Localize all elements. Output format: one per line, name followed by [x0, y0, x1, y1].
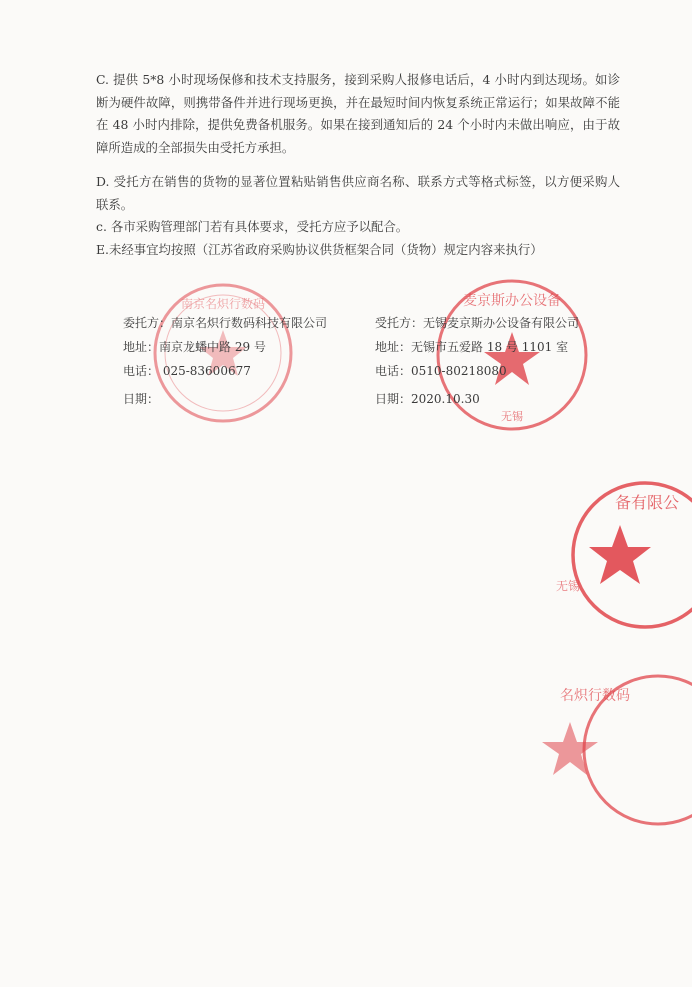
entrusted-party-name: 受托方：无锡麦京斯办公设备有限公司 [375, 316, 580, 330]
clause-c-cooperation: c. 各市采购管理部门若有具体要求，受托方应予以配合。 [96, 219, 409, 234]
svg-text:无锡: 无锡 [556, 579, 581, 593]
svg-text:无锡: 无锡 [501, 410, 523, 423]
svg-text:名炽行数码: 名炽行数码 [560, 688, 630, 704]
entrusting-party-date: 日期： [123, 392, 160, 406]
svg-text:南京名炽行数码: 南京名炽行数码 [180, 297, 266, 311]
entrusted-party-phone: 电话：0510-80218080 [375, 364, 507, 378]
clause-e-execution: E.未经事宜均按照（江苏省政府采购协议供货框架合同（货物）规定内容来执行） [96, 242, 543, 257]
clause-d-labels: D. 受托方在销售的货物的显著位置粘贴销售供应商名称、联系方式等格式标签，以方便采购人联系。 [96, 174, 620, 212]
entrusted-party-address: 地址：无锡市五爱路 18 号 1101 室 [375, 340, 569, 354]
entrusting-party-phone: 电话： 025-83600677 [123, 364, 251, 378]
entrusting-party-name: 委托方：南京名炽行数码科技有限公司 [123, 316, 328, 330]
right-edge-seal-lower [540, 672, 692, 832]
clause-c-service: C. 提供 5*8 小时现场保修和技术支持服务，接到采购人报修电话后，4 小时内到达现场。如诊断为硬件故障，则携带备件并进行现场更换，并在最短时间内恢复系统正常运行；如果故障不能在 48 小时内排除，提供免费备机服务。如果在接到通知后的 24 个小时内未做出响应，由于故障所造成的全部损失由受托方承担。 [96, 72, 620, 155]
svg-text:备有限公: 备有限公 [615, 493, 680, 512]
svg-text:麦京斯办公设备: 麦京斯办公设备 [463, 293, 561, 309]
entrusted-party-date: 日期：2020.10.30 [375, 392, 480, 406]
right-edge-seal-upper [540, 480, 692, 630]
entrusting-party-address: 地址：南京龙蟠中路 29 号 [123, 340, 266, 354]
